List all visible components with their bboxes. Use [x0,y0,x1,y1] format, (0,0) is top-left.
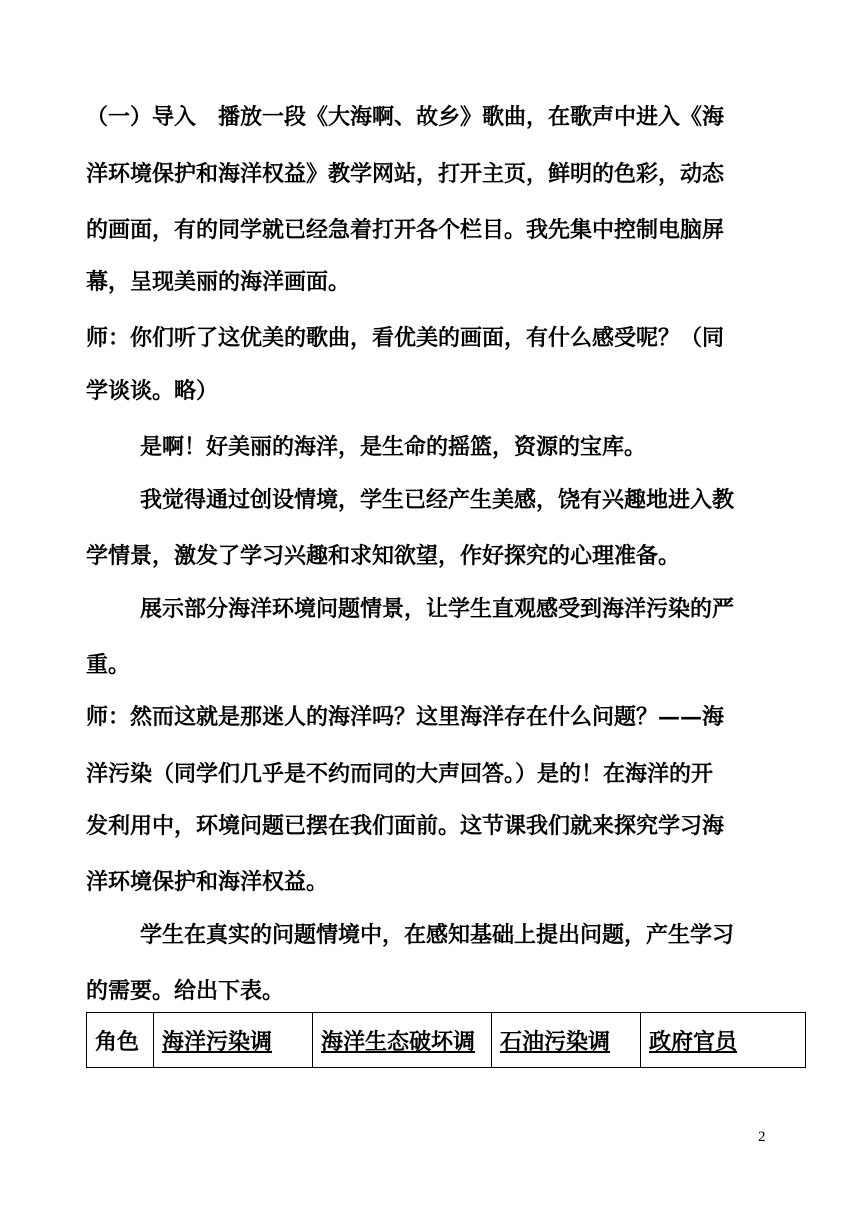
paragraph-line: 展示部分海洋环境问题情景，让学生直观感受到海洋污染的严 [140,596,735,622]
paragraph-line: 洋环境保护和海洋权益》教学网站，打开主页，鲜明的色彩，动态 [86,161,725,187]
paragraph-line: 的画面，有的同学就已经急着打开各个栏目。我先集中控制电脑屏 [86,217,725,243]
paragraph-line: 发利用中，环境问题已摆在我们面前。这节课我们就来探究学习海 [86,813,725,839]
paragraph-line: 师：你们听了这优美的歌曲，看优美的画面，有什么感受呢？（同 [86,325,725,351]
cell-text: 角色 [95,1028,140,1055]
cell-text: 政府官员 [649,1028,738,1055]
paragraph-line: 洋污染（同学们几乎是不约而同的大声回答。）是的！在海洋的开 [86,761,714,787]
paragraph-line: 学生在真实的问题情境中，在感知基础上提出问题，产生学习 [140,922,735,948]
table-cell [154,1013,313,1068]
paragraph-line: 师：然而这就是那迷人的海洋吗？这里海洋存在什么问题？——海 [86,704,725,730]
roles-table [86,1012,806,1068]
page-number: 2 [758,1129,766,1145]
table-cell [87,1013,154,1068]
paragraph-line: 洋环境保护和海洋权益。 [86,869,329,895]
paragraph-line: 我觉得通过创设情境，学生已经产生美感，饶有兴趣地进入教 [140,487,735,513]
paragraph-line: 学情景，激发了学习兴趣和求知欲望，作好探究的心理准备。 [86,543,681,569]
table-cell [313,1013,492,1068]
paragraph-line: 的需要。给出下表。 [86,978,285,1004]
cell-text: 海洋生态破坏调 [321,1028,476,1055]
paragraph-line: 重。 [86,652,131,678]
cell-text: 海洋污染调 [162,1028,273,1055]
cell-text: 石油污染调 [500,1028,611,1055]
table-cell [641,1013,806,1068]
paragraph-line: （一）导入 播放一段《大海啊、故乡》歌曲，在歌声中进入《海 [86,104,725,130]
table-row [87,1013,806,1068]
paragraph-line: 幕，呈现美丽的海洋画面。 [86,269,351,295]
paragraph-line: 是啊！好美丽的海洋，是生命的摇篮，资源的宝库。 [140,434,647,460]
paragraph-line: 学谈谈。略） [86,378,219,404]
table-cell [492,1013,641,1068]
